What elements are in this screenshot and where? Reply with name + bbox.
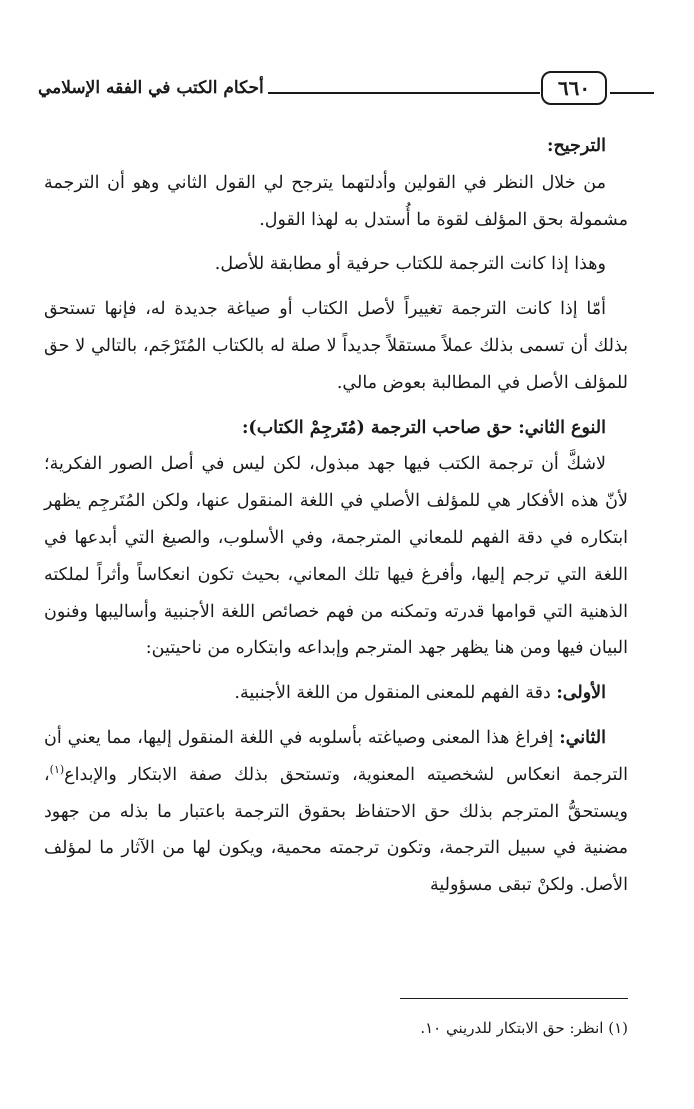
paragraph: وهذا إذا كانت الترجمة للكتاب حرفية أو مطابقة للأصل. — [214, 254, 606, 275]
section-heading-translator-right: النوع الثاني: حق صاحب الترجمة (مُتَرجِمْ الكتاب): — [241, 417, 606, 438]
page-number: ٦٦٠ — [541, 71, 607, 105]
point-lead: الأولى: — [556, 683, 606, 704]
main-text — [44, 128, 628, 904]
point-text: ، ويستحقُّ المترجم بذلك حق الاحتفاظ بحقوق الترجمة باعتبار ما بذله من جهود مضنية في سبيل الترجمة، وتكون ترجمته محمية، ويكون لها من الآثار ما لمؤلف الأصل. ولكنْ تبقى مسؤولية — [44, 764, 628, 896]
section-heading-tarjih: الترجيح: — [547, 136, 606, 156]
footnote-separator — [400, 998, 628, 999]
footnote-ref: (١) — [49, 762, 65, 776]
point-text: إفراغ هذا المعنى وصياغته بأسلوبه في اللغة المنقول إليها، مما يعني أن الترجمة انعكاس لشخصيته المعنوية، وتستحق بذلك صفة الابتكار والإبداع — [44, 727, 628, 785]
paragraph: لاشكَّ أن ترجمة الكتب فيها جهد مبذول، لكن ليس في أصل الصور الفكرية؛ لأنّ هذه الأفكار هي للمؤلف الأصلي في اللغة المنقول عنها، ولكن المُتَرجِم يظهر ابتكاره في دقة الفهم للمعاني المترجمة، وفي الأسلوب، والصيغ التي أبدعها في اللغة التي ترجم إليها، وأفرغ فيها تلك المعاني، بحيث تكون انعكاساً وأثراً لملكته الذهنية التي قوامها قدرته وتمكنه من فهم خصائص اللغة الأجنبية وأساليبها وفنون البيان فيها ومن هنا يظهر جهد المترجم وإبداعه وابتكاره من ناحيتين: — [44, 454, 628, 659]
running-header — [38, 70, 626, 110]
header-rule-right — [610, 92, 654, 94]
paragraph: من خلال النظر في القولين وأدلتهما يترجح لي القول الثاني وهو أن الترجمة مشمولة بحق المؤلف لقوة ما أُستدل به لهذا القول. — [44, 172, 628, 230]
book-title: أحكام الكتب في الفقه الإسلامي — [38, 78, 264, 98]
footnote: (١) انظر: حق الابتكار للدريني ١٠. — [420, 1019, 628, 1037]
point-text: دقة الفهم للمعنى المنقول من اللغة الأجنبية. — [234, 683, 557, 704]
paragraph: أمّا إذا كانت الترجمة تغييراً لأصل الكتاب أو صياغة جديدة له، فإنها تستحق بذلك أن تسمى بذلك عملاً مستقلاً جديداً لا صلة له بالكتاب المُتَرْجَم، بالتالي لا حق للمؤلف الأصل في المطالبة بعوض مالي. — [44, 299, 628, 393]
header-rule-left — [268, 92, 540, 94]
point-lead: الثاني: — [559, 727, 606, 748]
paragraph — [44, 720, 628, 904]
paragraph — [44, 675, 628, 712]
